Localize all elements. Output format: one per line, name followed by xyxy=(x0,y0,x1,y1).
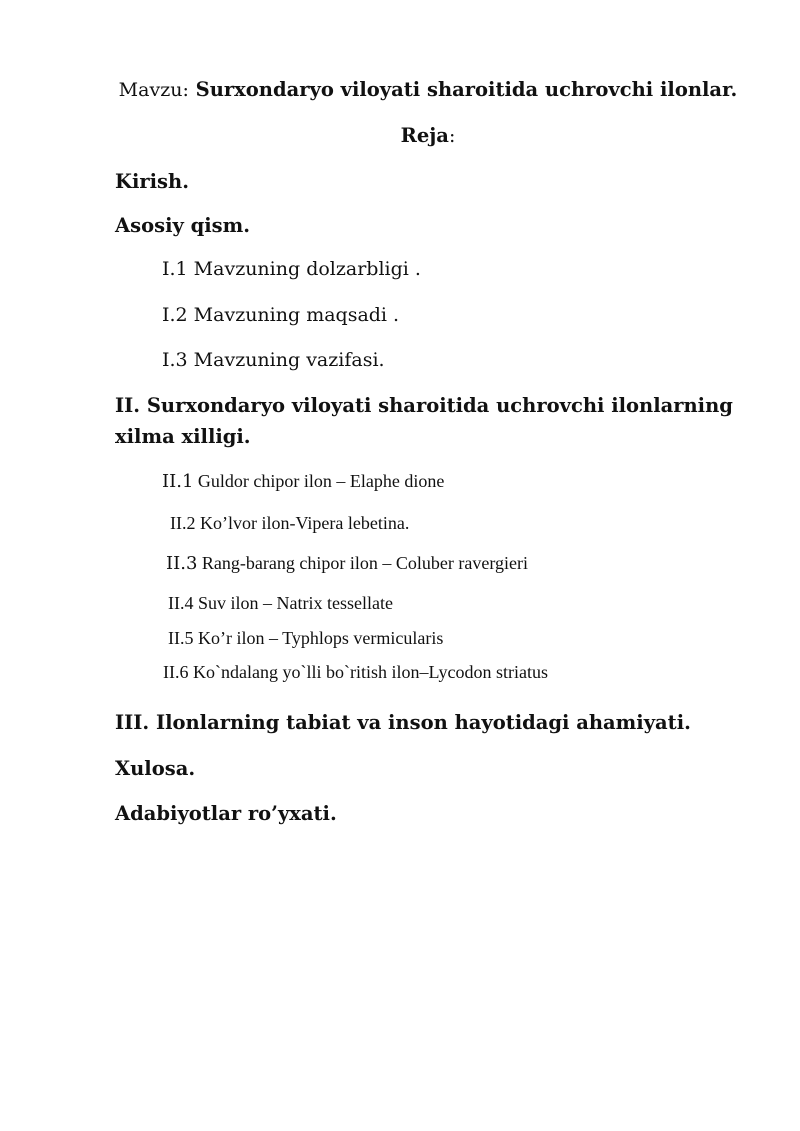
item-number: II.3 xyxy=(166,553,198,574)
item-text: Guldor chipor ilon – Elaphe dione xyxy=(193,471,445,491)
reja-label: Reja xyxy=(400,124,449,147)
section-iii-heading: III. Ilonlarning tabiat va inson hayotidagi ahamiyati. xyxy=(115,711,691,734)
item-number: II.1 xyxy=(162,471,194,492)
mavzu-label: Mavzu xyxy=(118,79,183,101)
topic-title: Surxondaryo viloyati sharoitida uchrovchi ilonlar. xyxy=(188,78,738,101)
intro-heading: Kirish. xyxy=(115,170,189,193)
plan-item-ii2: II.2 Ko’lvor ilon-Vipera lebetina. xyxy=(170,513,410,533)
plan-item-ii3 xyxy=(166,553,528,574)
main-part-heading: Asosiy qism. xyxy=(115,214,251,237)
plan-item-ii5: II.5 Ko’r ilon – Typhlops vermicularis xyxy=(168,628,444,648)
reja-colon: : xyxy=(448,125,456,147)
section-ii-heading-line2: xilma xilligi. xyxy=(115,425,251,448)
plan-item-ii4: II.4 Suv ilon – Natrix tessellate xyxy=(168,593,393,613)
section-ii-heading-line1: II. Surxondaryo viloyati sharoitida uchrovchi ilonlarning xyxy=(115,394,733,417)
conclusion-heading: Xulosa. xyxy=(115,757,196,780)
mavzu-colon: : xyxy=(182,79,189,101)
plan-item-i3: I.3 Mavzuning vazifasi. xyxy=(162,349,385,371)
document-title xyxy=(0,78,800,101)
references-heading: Adabiyotlar ro’yxati. xyxy=(115,802,337,825)
item-text: Rang-barang chipor ilon – Coluber ravergieri xyxy=(197,553,528,573)
plan-item-ii6: II.6 Ko`ndalang yo`lli bo`ritish ilon–Lycodon striatus xyxy=(163,662,548,682)
plan-item-i2: I.2 Mavzuning maqsadi . xyxy=(162,304,400,326)
plan-item-i1: I.1 Mavzuning dolzarbligi . xyxy=(162,258,421,280)
plan-heading xyxy=(0,124,800,147)
plan-item-ii1 xyxy=(162,471,444,492)
